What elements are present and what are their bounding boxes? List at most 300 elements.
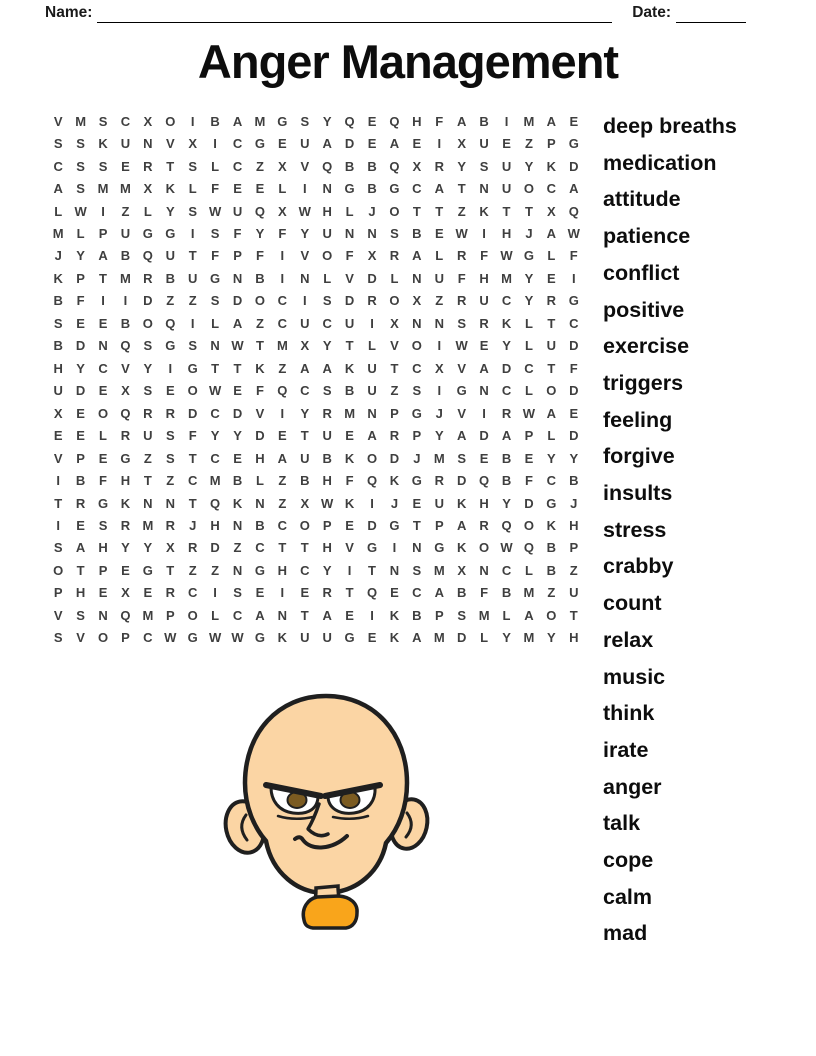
grid-letter: H bbox=[479, 270, 489, 286]
grid-letter: N bbox=[232, 562, 243, 578]
grid-letter: P bbox=[53, 585, 63, 601]
grid-letter: A bbox=[479, 360, 489, 376]
grid-letter: O bbox=[546, 383, 557, 399]
grid-letter: J bbox=[54, 248, 62, 264]
grid-letter: K bbox=[389, 607, 400, 623]
grid-letter: S bbox=[322, 293, 332, 309]
grid-letter: Q bbox=[120, 607, 131, 623]
grid-letter: V bbox=[53, 450, 63, 466]
grid-letter: R bbox=[389, 428, 400, 444]
grid-letter: O bbox=[53, 562, 64, 578]
grid-letter: U bbox=[322, 226, 332, 242]
grid-letter: V bbox=[345, 270, 354, 286]
grid-letter: Q bbox=[142, 248, 153, 264]
grid-letter: L bbox=[480, 630, 489, 646]
grid-letter: R bbox=[367, 293, 377, 309]
grid-letter: N bbox=[389, 562, 400, 578]
grid-letter: R bbox=[322, 405, 332, 421]
grid-letter: N bbox=[479, 383, 489, 399]
grid-letter: D bbox=[75, 383, 86, 399]
grid-letter: R bbox=[457, 248, 467, 264]
grid-letter: V bbox=[457, 405, 467, 421]
grid-letter: H bbox=[569, 630, 579, 646]
grid-letter: O bbox=[523, 181, 534, 197]
grid-letter: A bbox=[412, 248, 422, 264]
grid-letter: B bbox=[367, 181, 377, 197]
grid-letter: O bbox=[389, 203, 400, 219]
grid-letter: F bbox=[99, 473, 107, 489]
grid-letter: R bbox=[143, 270, 153, 286]
grid-letter: I bbox=[302, 293, 307, 309]
grid-letter: S bbox=[390, 226, 399, 242]
grid-letter: Z bbox=[547, 585, 556, 601]
grid-letter: D bbox=[344, 293, 355, 309]
grid-letter: J bbox=[570, 495, 578, 511]
grid-letter: Z bbox=[121, 203, 130, 219]
grid-letter: R bbox=[434, 473, 444, 489]
word-list-item: deep breaths bbox=[603, 114, 737, 138]
grid-letter: P bbox=[76, 270, 85, 286]
grid-letter: Q bbox=[322, 158, 333, 174]
grid-letter: I bbox=[56, 517, 61, 533]
grid-letter: E bbox=[434, 226, 444, 242]
grid-letter: C bbox=[524, 360, 534, 376]
grid-letter: Q bbox=[389, 158, 400, 174]
name-label: Name: bbox=[45, 4, 93, 21]
grid-letter: Q bbox=[501, 517, 512, 533]
grid-letter: F bbox=[211, 248, 220, 264]
grid-letter: F bbox=[480, 585, 489, 601]
grid-letter: I bbox=[437, 136, 442, 152]
date-blank-line bbox=[676, 4, 746, 23]
word-list-item: feeling bbox=[603, 407, 673, 432]
grid-letter: K bbox=[546, 517, 557, 533]
grid-letter: H bbox=[98, 540, 108, 556]
grid-letter: W bbox=[500, 540, 513, 556]
grid-letter: A bbox=[546, 113, 557, 129]
grid-letter: D bbox=[569, 338, 579, 354]
grid-letter: O bbox=[546, 607, 557, 623]
grid-letter: S bbox=[188, 203, 198, 219]
grid-letter: E bbox=[502, 136, 511, 152]
grid-letter: C bbox=[300, 383, 310, 399]
grid-letter: W bbox=[321, 495, 334, 511]
date-label: Date: bbox=[632, 4, 671, 21]
grid-letter: Q bbox=[165, 315, 176, 331]
grid-letter: G bbox=[344, 630, 355, 646]
grid-letter: Y bbox=[322, 113, 332, 129]
grid-letter: T bbox=[412, 203, 421, 219]
grid-letter: T bbox=[390, 360, 399, 376]
grid-letter: O bbox=[411, 338, 422, 354]
word-list-item: relax bbox=[603, 627, 654, 652]
word-list-item: attitude bbox=[603, 187, 681, 212]
word-list-item: music bbox=[603, 664, 666, 689]
grid-letter: H bbox=[322, 540, 332, 556]
grid-letter: M bbox=[209, 473, 221, 489]
grid-letter: D bbox=[524, 495, 534, 511]
grid-letter: S bbox=[233, 585, 242, 601]
grid-letter: I bbox=[213, 136, 217, 152]
grid-letter: I bbox=[56, 473, 61, 489]
grid-letter: X bbox=[278, 158, 287, 174]
grid-letter: A bbox=[569, 181, 579, 197]
grid-letter: Y bbox=[322, 562, 332, 578]
grid-letter: X bbox=[412, 158, 422, 174]
grid-letter: T bbox=[524, 203, 533, 219]
grid-letter: C bbox=[188, 585, 198, 601]
grid-letter: X bbox=[165, 540, 175, 556]
grid-letter: M bbox=[142, 517, 154, 533]
grid-letter: T bbox=[547, 360, 556, 376]
grid-letter: Q bbox=[523, 540, 534, 556]
grid-letter: W bbox=[208, 203, 222, 219]
grid-letter: O bbox=[299, 517, 310, 533]
grid-letter: S bbox=[53, 540, 63, 556]
grid-letter: A bbox=[434, 181, 444, 197]
grid-letter: N bbox=[367, 405, 377, 421]
grid-letter: K bbox=[53, 270, 63, 286]
grid-letter: Z bbox=[457, 203, 466, 219]
word-list bbox=[603, 108, 803, 952]
grid-letter: Q bbox=[254, 203, 265, 219]
grid-letter: U bbox=[143, 428, 153, 444]
grid-letter: D bbox=[501, 360, 512, 376]
word-list-item: medication bbox=[603, 150, 717, 175]
grid-letter: I bbox=[168, 360, 173, 376]
grid-letter: T bbox=[278, 540, 287, 556]
grid-letter: A bbox=[501, 428, 512, 444]
word-list-item: patience bbox=[603, 224, 691, 249]
grid-letter: D bbox=[75, 338, 86, 354]
grid-letter: P bbox=[98, 226, 108, 242]
grid-letter: Y bbox=[255, 226, 265, 242]
grid-letter: E bbox=[569, 113, 579, 129]
grid-letter: N bbox=[232, 270, 243, 286]
grid-letter: S bbox=[98, 158, 108, 174]
grid-letter: Y bbox=[524, 293, 534, 309]
grid-letter: I bbox=[370, 607, 374, 623]
grid-letter: B bbox=[165, 270, 175, 286]
grid-letter: P bbox=[547, 136, 556, 152]
word-list-item: cope bbox=[603, 848, 654, 873]
grid-letter: U bbox=[434, 495, 444, 511]
grid-letter: J bbox=[435, 405, 443, 421]
grid-letter: I bbox=[190, 315, 195, 331]
grid-letter: F bbox=[255, 383, 264, 399]
grid-letter: C bbox=[143, 630, 153, 646]
grid-letter: U bbox=[300, 450, 310, 466]
grid-letter: I bbox=[101, 293, 105, 309]
grid-letter: L bbox=[524, 383, 533, 399]
word-list-item: stress bbox=[603, 517, 667, 542]
grid-letter: X bbox=[300, 495, 310, 511]
grid-letter: L bbox=[547, 248, 556, 264]
grid-letter: K bbox=[255, 360, 265, 376]
grid-letter: I bbox=[213, 585, 217, 601]
grid-letter: T bbox=[457, 181, 466, 197]
grid-letter: K bbox=[389, 630, 400, 646]
grid-letter: I bbox=[437, 383, 442, 399]
grid-letter: E bbox=[233, 450, 242, 466]
grid-letter: G bbox=[254, 630, 265, 646]
grid-letter: M bbox=[523, 630, 535, 646]
grid-letter: R bbox=[165, 517, 175, 533]
grid-letter: N bbox=[412, 270, 422, 286]
grid-letter: S bbox=[210, 293, 220, 309]
word-list-item: conflict bbox=[603, 260, 680, 285]
grid-letter: L bbox=[524, 315, 533, 331]
grid-letter: A bbox=[434, 585, 444, 601]
grid-letter: K bbox=[232, 495, 243, 511]
grid-letter: D bbox=[569, 383, 579, 399]
grid-letter: A bbox=[255, 607, 265, 623]
grid-letter: O bbox=[142, 315, 153, 331]
grid-letter: U bbox=[165, 248, 175, 264]
grid-letter: U bbox=[501, 158, 512, 174]
grid-letter: E bbox=[278, 136, 287, 152]
grid-letter: X bbox=[547, 203, 556, 219]
grid-letter: U bbox=[569, 585, 579, 601]
grid-letter: Q bbox=[120, 405, 131, 421]
grid-letter: Y bbox=[457, 158, 467, 174]
grid-letter: G bbox=[568, 293, 579, 309]
grid-letter: L bbox=[524, 338, 533, 354]
grid-letter: M bbox=[523, 585, 535, 601]
grid-letter: T bbox=[233, 360, 242, 376]
grid-letter: R bbox=[188, 540, 198, 556]
grid-letter: U bbox=[120, 226, 131, 242]
grid-letter: A bbox=[300, 360, 310, 376]
grid-letter: G bbox=[344, 181, 355, 197]
grid-letter: N bbox=[344, 226, 355, 242]
word-list-item: count bbox=[603, 591, 662, 616]
grid-letter: F bbox=[345, 248, 354, 264]
grid-letter: F bbox=[188, 428, 197, 444]
grid-letter: N bbox=[412, 315, 422, 331]
grid-letter: L bbox=[323, 270, 332, 286]
grid-letter: S bbox=[53, 136, 63, 152]
grid-letter: B bbox=[210, 113, 220, 129]
grid-letter: Z bbox=[211, 562, 220, 578]
grid-letter: Z bbox=[143, 450, 152, 466]
grid-letter: D bbox=[389, 450, 400, 466]
grid-letter: X bbox=[188, 136, 198, 152]
grid-letter: W bbox=[231, 338, 244, 354]
grid-letter: P bbox=[390, 405, 399, 421]
grid-letter: P bbox=[76, 450, 85, 466]
grid-letter: M bbox=[75, 113, 87, 129]
grid-letter: U bbox=[120, 136, 131, 152]
grid-letter: G bbox=[142, 226, 153, 242]
grid-letter: B bbox=[546, 562, 557, 578]
grid-letter: E bbox=[390, 585, 399, 601]
grid-letter: M bbox=[254, 113, 266, 129]
grid-letter: F bbox=[233, 226, 242, 242]
word-list-item: calm bbox=[603, 884, 653, 909]
grid-letter: O bbox=[187, 607, 198, 623]
grid-letter: Z bbox=[188, 293, 197, 309]
grid-letter: Y bbox=[434, 428, 444, 444]
grid-letter: Q bbox=[568, 203, 579, 219]
grid-letter: E bbox=[121, 562, 130, 578]
grid-letter: L bbox=[188, 181, 197, 197]
grid-letter: F bbox=[255, 248, 264, 264]
grid-letter: H bbox=[210, 517, 220, 533]
grid-letter: T bbox=[435, 203, 444, 219]
grid-letter: F bbox=[345, 473, 354, 489]
grid-letter: E bbox=[98, 383, 108, 399]
grid-letter: Y bbox=[502, 630, 511, 646]
grid-letter: S bbox=[98, 517, 108, 533]
grid-letter: S bbox=[76, 607, 85, 623]
grid-letter: C bbox=[501, 562, 512, 578]
grid-letter: C bbox=[546, 181, 557, 197]
grid-letter: N bbox=[367, 226, 377, 242]
grid-letter: R bbox=[75, 495, 86, 511]
grid-letter: B bbox=[501, 450, 512, 466]
grid-letter: O bbox=[523, 517, 534, 533]
grid-letter: A bbox=[75, 540, 86, 556]
grid-letter: P bbox=[412, 428, 422, 444]
grid-letter: E bbox=[278, 428, 287, 444]
grid-letter: T bbox=[143, 473, 152, 489]
grid-letter: K bbox=[389, 473, 400, 489]
grid-letter: M bbox=[120, 181, 131, 197]
grid-letter: D bbox=[457, 473, 467, 489]
grid-letter: Q bbox=[366, 585, 378, 601]
grid-letter: B bbox=[457, 585, 467, 601]
grid-letter: F bbox=[76, 293, 85, 309]
grid-letter: D bbox=[143, 293, 153, 309]
grid-letter: B bbox=[344, 158, 355, 174]
grid-letter: S bbox=[98, 113, 108, 129]
sheet-header bbox=[45, 4, 746, 23]
grid-letter: A bbox=[53, 181, 63, 197]
grid-letter: O bbox=[254, 293, 265, 309]
grid-letter: I bbox=[190, 113, 195, 129]
grid-letter: N bbox=[98, 607, 108, 623]
grid-letter: W bbox=[298, 203, 311, 219]
grid-letter: H bbox=[277, 562, 288, 578]
grid-letter: E bbox=[255, 181, 265, 197]
grid-letter: K bbox=[344, 360, 355, 376]
grid-letter: P bbox=[165, 607, 175, 623]
grid-letter: Y bbox=[76, 360, 85, 376]
grid-letter: M bbox=[433, 630, 445, 646]
grid-letter: I bbox=[392, 540, 397, 556]
grid-letter: Y bbox=[143, 540, 153, 556]
grid-letter: E bbox=[345, 517, 354, 533]
grid-letter: H bbox=[120, 473, 131, 489]
grid-letter: F bbox=[278, 226, 287, 242]
grid-letter: U bbox=[300, 315, 310, 331]
grid-letter: U bbox=[232, 203, 243, 219]
grid-letter: Z bbox=[255, 158, 264, 174]
grid-letter: E bbox=[367, 113, 377, 129]
grid-letter: X bbox=[53, 405, 63, 421]
grid-letter: D bbox=[232, 405, 243, 421]
grid-letter: A bbox=[524, 607, 534, 623]
grid-letter: K bbox=[501, 315, 512, 331]
grid-letter: M bbox=[120, 270, 131, 286]
grid-letter: L bbox=[99, 428, 107, 444]
grid-letter: F bbox=[524, 473, 533, 489]
grid-letter: N bbox=[300, 270, 310, 286]
grid-letter: X bbox=[367, 248, 377, 264]
grid-letter: G bbox=[523, 248, 534, 264]
grid-letter: E bbox=[569, 405, 579, 421]
grid-letter: J bbox=[413, 450, 421, 466]
grid-letter: V bbox=[165, 136, 175, 152]
grid-letter: Y bbox=[210, 428, 220, 444]
grid-letter: C bbox=[412, 360, 422, 376]
grid-letter: E bbox=[300, 585, 310, 601]
grid-letter: I bbox=[437, 338, 442, 354]
grid-letter: T bbox=[547, 315, 556, 331]
grid-letter: X bbox=[434, 360, 444, 376]
grid-letter: A bbox=[98, 248, 108, 264]
grid-letter: W bbox=[567, 226, 580, 242]
grid-letter: X bbox=[457, 136, 467, 152]
grid-letter: R bbox=[501, 405, 512, 421]
word-list-item: exercise bbox=[603, 334, 690, 359]
grid-letter: B bbox=[75, 473, 86, 489]
grid-letter: K bbox=[457, 495, 467, 511]
grid-letter: B bbox=[300, 473, 310, 489]
grid-letter: R bbox=[322, 585, 332, 601]
grid-letter: U bbox=[501, 181, 512, 197]
grid-letter: D bbox=[344, 136, 355, 152]
grid-letter: U bbox=[322, 630, 332, 646]
grid-letter: E bbox=[367, 630, 377, 646]
grid-letter: I bbox=[190, 226, 195, 242]
grid-letter: L bbox=[211, 607, 220, 623]
grid-letter: P bbox=[121, 630, 130, 646]
grid-letter: F bbox=[435, 113, 444, 129]
grid-letter: U bbox=[434, 270, 444, 286]
grid-letter: A bbox=[322, 136, 332, 152]
grid-letter: V bbox=[300, 248, 310, 264]
word-search-grid bbox=[47, 110, 585, 649]
grid-letter: D bbox=[569, 428, 579, 444]
grid-letter: I bbox=[347, 562, 352, 578]
grid-letter: C bbox=[98, 360, 108, 376]
grid-letter: B bbox=[120, 315, 131, 331]
grid-letter: F bbox=[569, 248, 578, 264]
grid-letter: I bbox=[280, 405, 285, 421]
grid-letter: J bbox=[390, 495, 399, 511]
name-blank-line bbox=[97, 4, 612, 23]
grid-letter: O bbox=[479, 540, 490, 556]
grid-letter: C bbox=[277, 293, 288, 309]
grid-letter: I bbox=[123, 293, 128, 309]
grid-letter: M bbox=[97, 181, 109, 197]
grid-letter: V bbox=[345, 540, 354, 556]
grid-letter: E bbox=[233, 181, 242, 197]
grid-letter: E bbox=[255, 585, 265, 601]
grid-letter: G bbox=[568, 136, 579, 152]
grid-letter: E bbox=[53, 428, 63, 444]
grid-letter: X bbox=[121, 585, 130, 601]
grid-letter: N bbox=[434, 315, 444, 331]
grid-letter: T bbox=[300, 540, 309, 556]
grid-letter: T bbox=[188, 495, 197, 511]
grid-letter: U bbox=[53, 383, 63, 399]
grid-letter: P bbox=[233, 248, 242, 264]
word-list-item: crabby bbox=[603, 554, 674, 579]
grid-letter: X bbox=[278, 203, 287, 219]
